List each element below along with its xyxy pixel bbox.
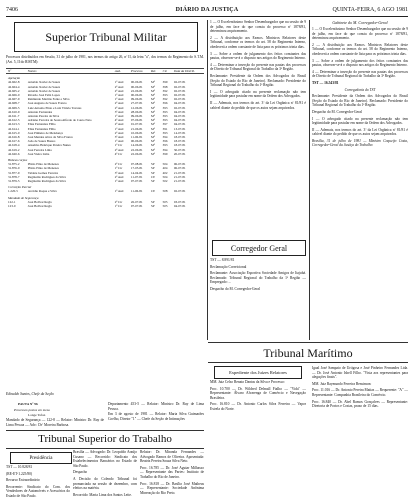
table-cell: Antonio Pereira da Silva: [27, 114, 60, 119]
table-cell: 07-07-81: [130, 204, 143, 209]
maritimo-expediente: Expediente dos Juízes Relatores: [229, 370, 287, 375]
table-cell: Mª: [151, 101, 155, 106]
paragraph: Relator: Dr. Miranda Fernandes — Advogado Ramos de Oliveira. Aposentada: Beatriz Pereira Souza Silva Neto.: [140, 450, 204, 464]
table-cell: José Bolívar Regis: [27, 199, 52, 204]
table-cell: 391: [162, 126, 168, 131]
paragraph: Corregedoria do TST: [344, 87, 376, 92]
table-cell: 397: [162, 122, 168, 127]
table-cell: 1ª Aud: [114, 189, 124, 194]
table-cell: 17-05-81: [130, 166, 143, 171]
pauta-text: Mandado de Segurança — 122-8 — Relator: Ministro Dr. Ruy de Lima Pessoa — Adv.: Drº Moreira Barbosa.: [6, 418, 104, 427]
table-cell: 1ª Aud: [114, 97, 124, 102]
table-cell: 04-07-81: [173, 118, 186, 123]
table-cell: 42.606-0: [8, 93, 20, 98]
table-cell: Mª: [151, 130, 155, 135]
table-cell: Mª: [151, 93, 155, 98]
table-cell: Mª: [151, 88, 155, 93]
paragraph: Reclamante: Presidente da Ordem dos Advogados do Brasil (Seção do Estado do Rio de Janeiro). Reclamado: Presidente do Tribunal Regional do Trabalho da 1ª Região.: [210, 73, 306, 88]
table-cell: CE: [151, 174, 156, 179]
table-cell: 04-07-81: [173, 122, 186, 127]
table-cell: 12-06-81: [130, 105, 143, 110]
col-header: Cir.: [161, 69, 172, 74]
table-cell: 393: [162, 130, 168, 135]
table-cell: 03-07-81: [173, 199, 186, 204]
table-cell: José Mendes Alves da Silva Franco: [27, 135, 74, 140]
table-cell: 21-07-81: [173, 174, 186, 179]
table-cell: 394: [162, 135, 168, 140]
table-cell: 42.616-8: [8, 135, 20, 140]
table-cell: 392: [162, 97, 168, 102]
paragraph: 4 — Determinar a inserção do presente nas pautas dos processos de Direito de Tribunal Regional do Trabalho da 3ª Região.: [312, 69, 408, 79]
table-cell: 31.876-0: [8, 166, 20, 171]
table-cell: Mª: [151, 105, 155, 110]
paragraph: Brasília — Advogado: Dr. Leopoldo Araújo Cusano — Recorrido: Sindicato dos Estabelecimentos Bancários no Estado de São Paulo.: [73, 450, 137, 468]
table-cell: SP: [151, 170, 155, 175]
table-cell: Luiz Antonio Pinto e Luiz Vitório Tavares: [27, 105, 82, 110]
paragraph: Proc. 16.785 — Dr. José Aguiar Milhasso — Representante das Partes: Instituto de Trabalho do Rio de Janeiro.: [140, 465, 204, 479]
table-cell: 21-07-81: [173, 179, 186, 184]
table-cell: Mª: [151, 84, 155, 89]
table-cell: José Vieira Lima: [27, 151, 50, 156]
page-number: 7406: [6, 7, 18, 13]
table-cell: 18-07-81: [173, 139, 186, 144]
table-cell: José Pinheiro de Mendonça: [27, 130, 63, 135]
table-cell: 399: [162, 80, 168, 85]
paragraph: 1 — O Excelentíssimo Senhor Desembargador que na sessão de 9 de julho, em face do que consta do processo nº 1878/81, determinou arquivamento.: [210, 20, 306, 34]
corregedor-geral-text: [210, 258, 306, 334]
col-header: Nº: [6, 69, 26, 74]
table-cell: SP: [151, 204, 155, 209]
journal-title: DIÁRIO DA JUSTIÇA: [175, 7, 239, 13]
table-cell: 504: [162, 174, 168, 179]
table-cell: 42.618-4: [8, 143, 20, 148]
table-cell: Mª: [151, 151, 155, 156]
paragraph: Recurso Extraordinário: [6, 478, 40, 483]
table-cell: SP: [151, 199, 155, 204]
pauta-mid-text-2: Em 3 de agosto de 1981 — Relator: Maria Silva Guimarães Coelho, Diretor "1" — Chefe da Seção de Intimações: [108, 412, 204, 421]
table-cell: 04-07-81: [173, 109, 186, 114]
paragraph: TST — 16.543/81: [312, 80, 339, 85]
section-rule: [6, 448, 204, 449]
table-cell: 502: [162, 179, 168, 184]
table-cell: 2ª Aud: [114, 130, 124, 135]
table-cell: 31.878-7: [8, 174, 20, 179]
table-cell: 42.602-8: [8, 80, 20, 85]
issue-date: QUINTA-FEIRA, 6 AGO 1981: [332, 7, 408, 13]
table-cell: 393: [162, 109, 168, 114]
table-cell: Reginaldo Rodrigues da Silva: [27, 174, 66, 179]
table-cell: 28-06-81: [130, 109, 143, 114]
table-cell: 00-06-81: [130, 84, 143, 89]
table-group-label: Apelação: [8, 76, 21, 81]
table-group-label: Correição Parcial: [8, 185, 32, 190]
pauta-line: Processos postos em mesa: [14, 408, 50, 412]
paragraph: 3 — Sobre a ordem de julgamento dos feitos constantes das pautas, observar-se-á o disposto nos artigos do Regimento Interno.: [312, 58, 408, 68]
paragraph: Reclamante: Presidente da Ordem dos Advogados do Brasil (Seção do Estado do Rio de Janeiro). Reclamado: Presidente do Tribunal Regional do Trabalho da 1ª Região.: [312, 94, 408, 108]
table-cell: 123-0: [8, 204, 16, 209]
table-cell: 26-07-81: [130, 199, 143, 204]
tst-title: Tribunal Superior do Trabalho: [38, 433, 172, 445]
table-cell: 22-06-81: [130, 88, 143, 93]
tst-column-1: [6, 465, 70, 499]
table-cell: 42.604-4: [8, 84, 20, 89]
corregedor-geral-title: Corregedor Geral: [230, 243, 288, 253]
corregedor-heading: Gabinete do M. Corregedor-Geral: [332, 20, 388, 25]
table-cell: 07-08-81: [130, 162, 143, 167]
paragraph: Proc. 16.818 — Dr. Basílio José Matheus — Representante: Sociedade Anônima Mineração do Rio Preto.: [140, 481, 204, 495]
table-cell: Plínio Pinto de Menezes: [27, 166, 59, 171]
table-cell: 393: [162, 93, 168, 98]
table-cell: 42.605-2: [8, 88, 20, 93]
table-cell: 14-06-81: [130, 143, 143, 148]
table-cell: SP: [151, 166, 155, 171]
table-cell: José Bolívar Regis: [27, 204, 52, 209]
stm-intro: Processos distribuídos em Sessão, 31 de julho de 1981, nos termos do artigo 26, nº II, da letra "a", dos termos do Regimento do S.T.M. (Art. 5, II do RISTM):: [6, 55, 204, 64]
table-cell: Elias Fernandes Filho: [27, 126, 56, 131]
table-cell: 14-04-81: [130, 170, 143, 175]
paragraph: MM. Juiz Raymundo Ferreira Bensimon:: [312, 381, 372, 386]
table-cell: 04-07-81: [173, 204, 186, 209]
table-cell: 00-06-81: [130, 80, 143, 85]
table-cell: 398: [162, 84, 168, 89]
table-cell: 13-07-81: [173, 126, 186, 131]
table-cell: 2ª Cir: [114, 199, 123, 204]
table-cell: 399: [162, 151, 168, 156]
table-cell: 393: [162, 118, 168, 123]
tst-column-3: [140, 450, 204, 499]
table-cell: 14-07-81: [173, 130, 186, 135]
table-cell: Mª: [151, 135, 155, 140]
table-cell: 18-07-81: [173, 143, 186, 148]
section-rule: [208, 342, 408, 343]
table-cell: 06-07-81: [173, 166, 186, 171]
table-cell: Arnaldo Xavier de Souza: [27, 88, 61, 93]
maritimo-expediente-box: [214, 366, 302, 379]
table-cell: 42.614-1: [8, 126, 20, 131]
table-cell: 21-07-81: [173, 170, 186, 175]
maritimo-column-2: [312, 366, 408, 496]
table-cell: 01-07-81: [130, 122, 143, 127]
paragraph: Proc. 11.016 — Dr. Antonio Pereira Matias — Requerente: "A" — Representante: Companhia Brasileira do Comércio.: [312, 388, 408, 397]
paragraph: 2 — A distribuição aos Exmos. Ministros Relatores deste Tribunal, conforme os termos do art. 58 do Regimento Interno, obedecerá a ordem constante de lista para os próximos trinta dias.: [312, 42, 408, 56]
table-cell: Arnaldo Xavier de Souza: [27, 80, 61, 85]
table-cell: 396: [162, 139, 168, 144]
table-cell: 42.620-6: [8, 151, 20, 156]
table-cell: 504: [162, 162, 168, 167]
stm-title-box: [14, 22, 198, 52]
table-cell: 09-06-81: [130, 114, 143, 119]
table-cell: 3ª Aud: [114, 135, 124, 140]
table-cell: SP: [151, 162, 155, 167]
table-cell: 09-06-81: [130, 97, 143, 102]
table-cell: Mª: [151, 139, 155, 144]
paragraph: Proc. 16.810 — Dr. Antonio Carlos Silva Ferreira — Vapor Estrela do Norte.: [210, 402, 306, 411]
table-cell: 42.607-9: [8, 97, 20, 102]
table-cell: 22-06-81: [130, 151, 143, 156]
table-cell: Adriano Ferreira de Souza Alfredo do Couto Neto: [27, 118, 92, 123]
table-cell: 1ª Aud: [114, 93, 124, 98]
table-cell: 393: [162, 114, 168, 119]
table-cell: 02-07-81: [173, 80, 186, 85]
table-cell: 2ª Aud: [114, 174, 124, 179]
table-cell: 1.220-5: [8, 189, 18, 194]
table-cell: 00-06-81: [130, 93, 143, 98]
paragraph: Despacho: [73, 470, 88, 475]
table-cell: 508: [162, 189, 168, 194]
table-cell: 393: [162, 143, 168, 148]
table-cell: 04-07-81: [173, 114, 186, 119]
paragraph: Despacho do M. Corregedor-Geral: [210, 286, 261, 291]
table-cell: 31.877-9: [8, 170, 20, 175]
paragraph: (RE-ET-1.225/80): [6, 471, 33, 476]
table-cell: José Augusto de Souza Franco: [27, 101, 67, 106]
table-cell: 2ª Aud: [114, 84, 124, 89]
table-cell: 392: [162, 88, 168, 93]
stm-distribution-table: [6, 68, 204, 208]
table-cell: 2ª Aud: [114, 105, 124, 110]
maritimo-column-1: [210, 380, 306, 496]
table-cell: 1ª Cir: [114, 204, 123, 209]
table-cell: 2ª Cir: [114, 162, 123, 167]
table-cell: 42.609-5: [8, 105, 20, 110]
table-cell: 02-07-81: [173, 97, 186, 102]
paragraph: Proc. 16.840 — Dr. Abel Ramos Gonçalves — Representante: Diretoria de Portos e Costas, prazo de 15 dias.: [312, 399, 408, 409]
paragraph: I — O advogado citado na presente reclamação não tem legitimidade para postular em nome da Ordem dos Advogados.: [210, 89, 306, 99]
table-cell: 42.615-0: [8, 130, 20, 135]
table-cell: José Ferreira Lima: [27, 147, 52, 152]
section-rule: [6, 430, 204, 431]
table-cell: 07-07-81: [130, 179, 143, 184]
table-cell: Mª: [151, 122, 155, 127]
table-cell: 122-1: [8, 199, 16, 204]
table-cell: 31.875-2: [8, 162, 20, 167]
paragraph: 1 — O Excelentíssimo Senhor Desembargador que na sessão de 9 de julho, em face do que consta do processo nº 1878/81, determinou arquivamento.: [312, 27, 408, 41]
column-divider: [309, 20, 310, 340]
table-cell: 42.611-7: [8, 114, 20, 119]
table-cell: 02-07-81: [173, 189, 186, 194]
table-cell: Mª: [151, 109, 155, 114]
table-cell: 42.619-2: [8, 147, 20, 152]
table-cell: 21-06-81: [130, 126, 143, 131]
table-cell: 1ª Aud: [114, 126, 124, 131]
stm-title: Superior Tribunal Militar: [45, 29, 167, 44]
paragraph: II — Ademais, nos termos do art. 3º da Lei Orgânica nº 81/81 é cabível diante do pedido de que os autos sejam arquivados.: [312, 127, 408, 137]
table-cell: Raimundo Martins Fonte e Silva: [27, 97, 70, 102]
table-cell: 1ª Cir: [114, 143, 123, 148]
table-cell: 04-07-81: [173, 101, 186, 106]
col-header: Rel.: [149, 69, 161, 74]
table-cell: 42.612-5: [8, 118, 20, 123]
paragraph: Reclamante: Associação Esportiva Sociedade Amigos de Itajubá. Reclamado: Tribunal Regional do Trabalho da 1ª Região — Empregado: ...: [210, 271, 306, 285]
table-cell: 396: [162, 101, 168, 106]
section-rule: [208, 362, 408, 363]
table-cell: 07-06-81: [130, 118, 143, 123]
paragraph: Recorrido: Maria Lima dos Santos Leite.: [73, 492, 132, 497]
table-group-label: Habeas corpus: [8, 158, 28, 163]
paragraph: TST — 8.891/81: [210, 258, 235, 262]
paragraph: Reclamação Correicional: [210, 264, 247, 269]
table-group-label: Mandado de Segurança: [8, 195, 39, 200]
paragraph: Despacho do M. Corregedor-Geral: [312, 109, 363, 114]
stm-signoff: Edinaldo Santos, Chefe da Seção: [6, 392, 54, 396]
page-header: [6, 5, 408, 17]
table-cell: 11-07-81: [130, 174, 143, 179]
corregedor-text: [312, 27, 408, 340]
table-cell: 06-07-81: [173, 162, 186, 167]
paragraph: Igual José Sampaio de Urtigosa e José Pinheiro Fernandes Ltda. — Dr. José Antonio Isbell Filho. "Vista aos representantes para alegações finais".: [312, 366, 408, 380]
table-cell: 2ª Aud: [114, 147, 124, 152]
table-cell: 3ª Aud: [114, 109, 124, 114]
table-cell: Mª: [151, 80, 155, 85]
table-cell: 11-06-81: [130, 135, 143, 140]
table-cell: 4ª Aud: [114, 118, 124, 123]
paragraph: TST — 10.828/81: [6, 465, 33, 469]
col-header: Nomes: [26, 69, 113, 74]
tst-presidencia: Presidência: [29, 455, 53, 461]
paragraph: Proc. 10.700 — Dr. Wildred Delmall Fialho — "Vida" — Representante: Álvaro Alvarenga de Comércio e Navegação Brasileira.: [210, 386, 306, 400]
maritimo-title: Tribunal Marítimo: [263, 346, 353, 360]
table-cell: 42.617-6: [8, 139, 20, 144]
table-cell: 2ª Aud: [114, 101, 124, 106]
table-cell: 31.879-5: [8, 179, 20, 184]
table-cell: 1ª Aud: [114, 139, 124, 144]
paragraph: 3 — Sobre a ordem de julgamento dos feitos constantes das pautas, observar-se-á o disposto nos artigos do Regimento Interno.: [210, 51, 306, 61]
table-cell: Ricardo José Feliz Lopes: [27, 93, 60, 98]
table-cell: 1ª Aud: [114, 80, 124, 85]
tst-presidencia-box: [10, 452, 72, 464]
table-cell: 27-07-81: [130, 101, 143, 106]
table-cell: 22-06-81: [130, 147, 143, 152]
table-cell: 394: [162, 147, 168, 152]
col-header: Processo: [129, 69, 149, 74]
table-cell: Valdete Gomes Ferreira: [27, 170, 59, 175]
table-cell: Elias Fernandes Filho: [27, 122, 56, 127]
pauta-title: PAUTA Nº 96: [18, 402, 38, 406]
pauta-meta: Longe Tafon: [28, 413, 46, 417]
table-cell: Reginaldo Rodrigues da Silva: [27, 179, 66, 184]
paragraph: Recorrente: Sindicato do Com. dos Vendedores de Automóveis e Acessórios do Estado de São Paulo.: [6, 484, 70, 498]
table-cell: Mª: [151, 126, 155, 131]
corregedor-geral-box: [212, 240, 306, 256]
table-cell: 11-06-81: [130, 189, 143, 194]
table-cell: 505: [162, 199, 168, 204]
table-cell: Arnaldo Xavier de Souza: [27, 84, 61, 89]
table-cell: Antonio Fernandes: [27, 109, 53, 114]
table-cell: 505: [162, 204, 168, 209]
table-cell: 10-06-81: [130, 130, 143, 135]
pauta-mid-text: Departamento 453-5 — Relator: Ministro Dr. Ruy de Lima Pessoa.: [108, 402, 204, 410]
column-divider: [207, 20, 208, 340]
table-cell: 02-07-81: [173, 84, 186, 89]
table-cell: Mª: [151, 143, 155, 148]
table-cell: 402: [162, 170, 168, 175]
paragraph: MM. Juiz Celso Renato Dantas da Silva e Processo:: [210, 380, 285, 384]
table-cell: 4ª Cir: [114, 151, 123, 156]
paragraph: A Decisão do Colendo Tribunal foi pronunciada na sessão de dezembro, com efeitos na matéria.: [73, 476, 137, 491]
paragraph: 2 — A distribuição aos Exmos. Ministros Relatores deste Tribunal, conforme os termos do art. 58 do Regimento Interno, obedecerá a ordem constante de lista para os próximos trinta dias.: [210, 35, 306, 49]
table-cell: 02-07-81: [173, 88, 186, 93]
col-header: Data da Distrib.: [172, 69, 204, 74]
table-cell: 393: [162, 105, 168, 110]
table-cell: 00-06-81: [130, 139, 143, 144]
table-cell: SP: [151, 179, 155, 184]
table-cell: 404: [162, 166, 168, 171]
table-cell: 1ª Aud: [114, 114, 124, 119]
table-cell: CE: [151, 189, 156, 194]
paragraph: I — O advogado citado na presente reclamação não tem legitimidade para postular em nome da Ordem dos Advogados.: [312, 116, 408, 126]
paragraph: Brasília, 31 de julho de 1981 — Ministro Coqueijo Costa, Corregedor-Geral da Justiça do Trabalho: [312, 138, 408, 148]
table-cell: 42.610-9: [8, 109, 20, 114]
table-cell: Mª: [151, 147, 155, 152]
table-cell: Mª: [151, 114, 155, 119]
table-cell: 2ª Aud: [114, 122, 124, 127]
paragraph: II — Ademais, nos termos do art. 3º da Lei Orgânica nº 81/81 é cabível diante do pedido de que os autos sejam arquivados.: [210, 100, 306, 110]
table-cell: 3ª Aud: [114, 170, 124, 175]
tst-column-2: [73, 450, 137, 499]
table-cell: Arcádio Roque e Silva: [27, 189, 57, 194]
table-cell: 1ª Cir: [114, 166, 123, 171]
table-cell: 02-07-81: [173, 105, 186, 110]
col-header: Aud.: [113, 69, 129, 74]
paragraph: 4 — Determinar a inserção do presente nas pautas dos processos de Direito de Tribunal Regional do Trabalho da 3ª Região.: [210, 62, 306, 72]
table-cell: 30-07-81: [173, 147, 186, 152]
table-cell: João de Souza Bastos: [27, 139, 56, 144]
table-cell: 20-07-81: [173, 151, 186, 156]
table-row: [6, 204, 204, 208]
table-cell: Plínio Pinto de Menezes: [27, 162, 59, 167]
table-cell: 42.608-7: [8, 101, 20, 106]
table-cell: Anselmo Henrique Pereira Nunes: [27, 143, 71, 148]
table-cell: 1ª Aud: [114, 179, 124, 184]
table-cell: 18-07-81: [173, 135, 186, 140]
table-cell: 2ª Aud: [114, 88, 124, 93]
table-cell: 02-07-81: [173, 93, 186, 98]
table-cell: Mª: [151, 118, 155, 123]
table-cell: 42.613-3: [8, 122, 20, 127]
table-cell: Mª: [151, 97, 155, 102]
